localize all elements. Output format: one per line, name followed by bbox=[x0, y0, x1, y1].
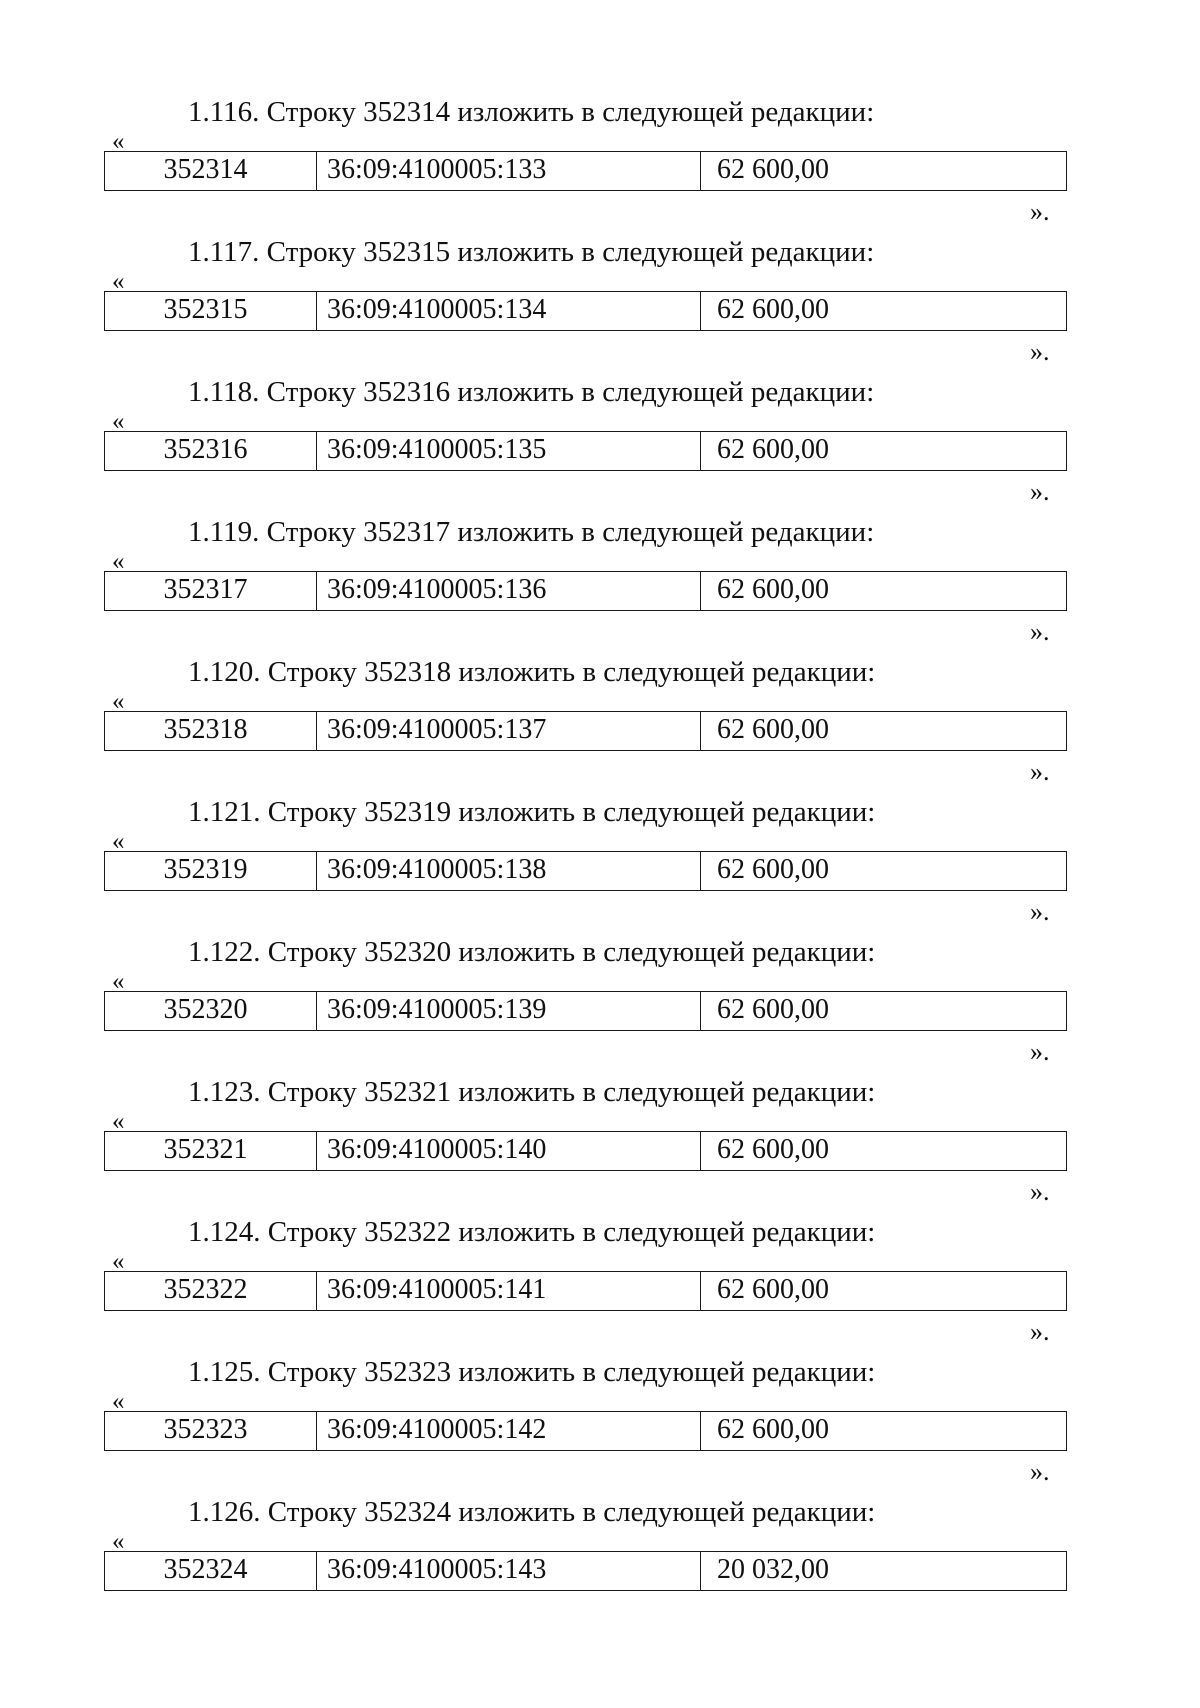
amendment-heading: 1.117. Строку 352315 изложить в следующей редакции: bbox=[188, 236, 875, 268]
opening-quote: « bbox=[112, 268, 125, 295]
amendment-block bbox=[0, 1355, 1200, 1495]
amendment-row-table bbox=[104, 1131, 1067, 1171]
cadastral-number-cell: 36:09:4100005:134 bbox=[317, 292, 701, 330]
amendment-heading: 1.122. Строку 352320 изложить в следующей редакции: bbox=[188, 936, 876, 968]
cadastral-number-cell: 36:09:4100005:136 bbox=[317, 572, 701, 610]
opening-quote: « bbox=[112, 1528, 125, 1555]
value-cell: 62 600,00 bbox=[717, 714, 829, 745]
value-cell: 62 600,00 bbox=[717, 994, 829, 1025]
amendment-heading: 1.125. Строку 352323 изложить в следующей редакции: bbox=[188, 1356, 876, 1388]
opening-quote: « bbox=[112, 1248, 125, 1275]
value-cell: 62 600,00 bbox=[717, 154, 829, 185]
amendment-heading: 1.126. Строку 352324 изложить в следующей редакции: bbox=[188, 1496, 876, 1528]
row-number-cell: 352316 bbox=[105, 432, 317, 470]
amendment-row-table bbox=[104, 431, 1067, 471]
value-cell: 62 600,00 bbox=[717, 574, 829, 605]
closing-quote: ». bbox=[1030, 897, 1050, 926]
row-number-cell: 352319 bbox=[105, 852, 317, 890]
amendment-block bbox=[0, 655, 1200, 795]
row-number-cell: 352315 bbox=[105, 292, 317, 330]
amendment-heading: 1.121. Строку 352319 изложить в следующей редакции: bbox=[188, 796, 876, 828]
value-cell: 62 600,00 bbox=[717, 1414, 829, 1445]
amendment-block bbox=[0, 1075, 1200, 1215]
closing-quote: ». bbox=[1030, 757, 1050, 786]
closing-quote: ». bbox=[1030, 1177, 1050, 1206]
closing-quote: ». bbox=[1030, 1037, 1050, 1066]
row-number-cell: 352314 bbox=[105, 152, 317, 190]
opening-quote: « bbox=[112, 1108, 125, 1135]
row-number-cell: 352317 bbox=[105, 572, 317, 610]
cadastral-number-cell: 36:09:4100005:135 bbox=[317, 432, 701, 470]
closing-quote: ». bbox=[1030, 1317, 1050, 1346]
row-number-cell: 352320 bbox=[105, 992, 317, 1030]
amendment-block bbox=[0, 95, 1200, 235]
value-cell: 62 600,00 bbox=[717, 854, 829, 885]
cadastral-number-cell: 36:09:4100005:138 bbox=[317, 852, 701, 890]
closing-quote: ». bbox=[1030, 617, 1050, 646]
value-cell: 20 032,00 bbox=[717, 1554, 829, 1585]
cadastral-number-cell: 36:09:4100005:140 bbox=[317, 1132, 701, 1170]
closing-quote: ». bbox=[1030, 1457, 1050, 1486]
amendment-heading: 1.116. Строку 352314 изложить в следующей редакции: bbox=[188, 96, 875, 128]
opening-quote: « bbox=[112, 688, 125, 715]
amendment-row-table bbox=[104, 151, 1067, 191]
value-cell: 62 600,00 bbox=[717, 1134, 829, 1165]
value-cell: 62 600,00 bbox=[717, 294, 829, 325]
amendment-block bbox=[0, 935, 1200, 1075]
closing-quote: ». bbox=[1030, 337, 1050, 366]
cadastral-number-cell: 36:09:4100005:139 bbox=[317, 992, 701, 1030]
amendment-block bbox=[0, 515, 1200, 655]
cadastral-number-cell: 36:09:4100005:143 bbox=[317, 1552, 701, 1590]
cadastral-number-cell: 36:09:4100005:141 bbox=[317, 1272, 701, 1310]
value-cell: 62 600,00 bbox=[717, 434, 829, 465]
row-number-cell: 352318 bbox=[105, 712, 317, 750]
opening-quote: « bbox=[112, 548, 125, 575]
cadastral-number-cell: 36:09:4100005:137 bbox=[317, 712, 701, 750]
row-number-cell: 352322 bbox=[105, 1272, 317, 1310]
amendment-block bbox=[0, 375, 1200, 515]
opening-quote: « bbox=[112, 408, 125, 435]
amendment-row-table bbox=[104, 571, 1067, 611]
amendment-row-table bbox=[104, 1271, 1067, 1311]
amendment-row-table bbox=[104, 1411, 1067, 1451]
opening-quote: « bbox=[112, 128, 125, 155]
cadastral-number-cell: 36:09:4100005:133 bbox=[317, 152, 701, 190]
amendment-block bbox=[0, 1495, 1200, 1635]
amendment-row-table bbox=[104, 1551, 1067, 1591]
amendment-block bbox=[0, 1215, 1200, 1355]
amendment-heading: 1.118. Строку 352316 изложить в следующей редакции: bbox=[188, 376, 875, 408]
amendment-heading: 1.119. Строку 352317 изложить в следующей редакции: bbox=[188, 516, 875, 548]
amendment-heading: 1.124. Строку 352322 изложить в следующей редакции: bbox=[188, 1216, 876, 1248]
value-cell: 62 600,00 bbox=[717, 1274, 829, 1305]
amendment-row-table bbox=[104, 991, 1067, 1031]
opening-quote: « bbox=[112, 1388, 125, 1415]
amendment-row-table bbox=[104, 291, 1067, 331]
amendment-heading: 1.120. Строку 352318 изложить в следующей редакции: bbox=[188, 656, 876, 688]
amendment-row-table bbox=[104, 711, 1067, 751]
closing-quote: ». bbox=[1030, 197, 1050, 226]
closing-quote: ». bbox=[1030, 477, 1050, 506]
amendment-heading: 1.123. Строку 352321 изложить в следующей редакции: bbox=[188, 1076, 876, 1108]
row-number-cell: 352321 bbox=[105, 1132, 317, 1170]
amendment-block bbox=[0, 235, 1200, 375]
row-number-cell: 352324 bbox=[105, 1552, 317, 1590]
opening-quote: « bbox=[112, 968, 125, 995]
cadastral-number-cell: 36:09:4100005:142 bbox=[317, 1412, 701, 1450]
row-number-cell: 352323 bbox=[105, 1412, 317, 1450]
amendment-block bbox=[0, 795, 1200, 935]
amendment-row-table bbox=[104, 851, 1067, 891]
opening-quote: « bbox=[112, 828, 125, 855]
